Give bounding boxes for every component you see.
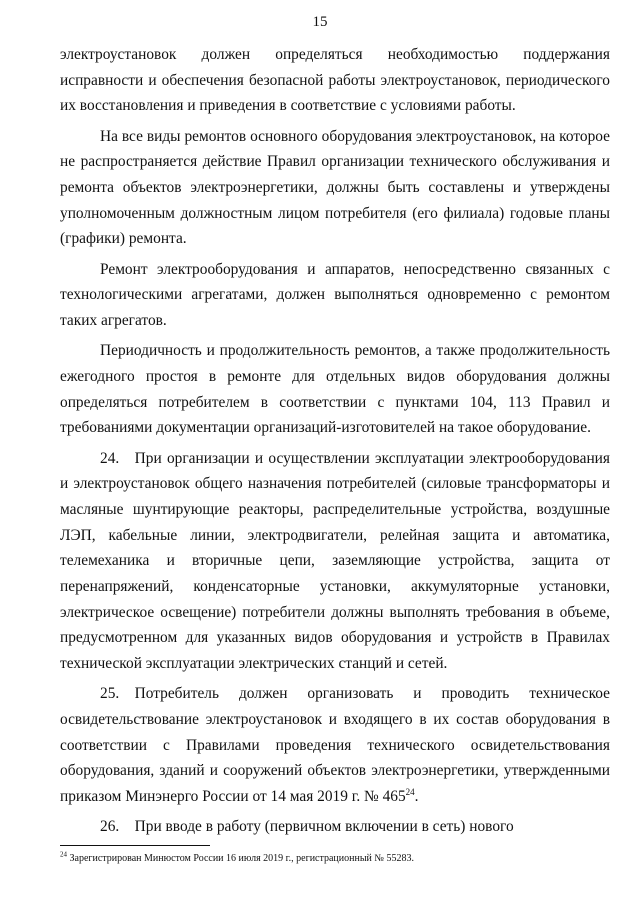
footnote-text: Зарегистрирован Минюстом России 16 июля 2019 г., регистрационный № 55283. xyxy=(69,853,414,864)
footnote xyxy=(60,852,610,865)
paragraph-item-25: 25. Потребитель должен организовать и проводить техническое освидетельствование электроустановок и входящего в их состав оборудования в соответствии с Правилами проведения технического освидетельствования оборудования, зданий и сооружений объектов электроэнергетики, утвержденными приказом Минэнерго России от 14 мая 2019 г. № $465^{24}$. xyxy=(60,685,610,806)
paragraph-equipment-repair: Ремонт электрооборудования и аппаратов, непосредственно связанных с технологическими агрегатами, должен выполняться одновременно с ремонтом таких агрегатов. xyxy=(60,260,610,330)
paragraph-continuation: электроустановок должен определяться необходимостью поддержания исправности и обеспечения безопасной работы электроустановок, периодического их восстановления и приведения в соответствие с условиями работы. xyxy=(60,46,610,115)
footnote-marker: 24 xyxy=(60,850,67,859)
paragraph-repair-periodicity: Периодичность и продолжительность ремонтов, а также продолжительность ежегодного простоя в ремонте для отдельных видов оборудования должны определяться потребителем в соответствии с пунктами 104, 113 Правил и требованиями документации организаций-изготовителей на такое оборудование. xyxy=(60,342,610,437)
footnote-reference[interactable]: 24 xyxy=(405,787,415,798)
page-number: 15 xyxy=(312,14,328,30)
paragraph-item-26: 26. При вводе в работу (первичном включении в сеть) нового xyxy=(100,818,514,836)
document-body xyxy=(60,42,610,840)
paragraph-item-25-text: 25. Потребитель должен организовать и проводить техническое освидетельствование электроустановок и входящего в их состав оборудования в соответствии с Правилами проведения технического освидетельствования оборудования, зданий и сооружений объектов электроэнергетики, утвержденными приказом Минэнерго России от 14 мая 2019 г. № 465 xyxy=(60,685,610,806)
paragraph-item-24: 24. При организации и осуществлении эксплуатации электрооборудования и электроустановок общего назначения потребителей (силовые трансформаторы и масляные шунтирующие реакторы, распределительные устройства, воздушные ЛЭП, кабельные линии, электродвигатели, релейная защита и автоматика, телемеханика и вторичные цепи, заземляющие устройства, защита от перенапряжений, конденсаторные установки, аккумуляторные установки, электрическое освещение) потребители должны выполнять требования в объеме, предусмотренном для указанных видов оборудования и устройств в Правилах технической эксплуатации электрических станций и сетей. xyxy=(60,449,610,673)
paragraph-repair-schedules: На все виды ремонтов основного оборудования электроустановок, на которое не распространяется действие Правил организации технического обслуживания и ремонта объектов электроэнергетики, должны быть составлены и утверждены уполномоченным должностным лицом потребителя (его филиала) годовые планы (графики) ремонта. xyxy=(60,127,610,248)
footnote-separator xyxy=(60,845,210,846)
